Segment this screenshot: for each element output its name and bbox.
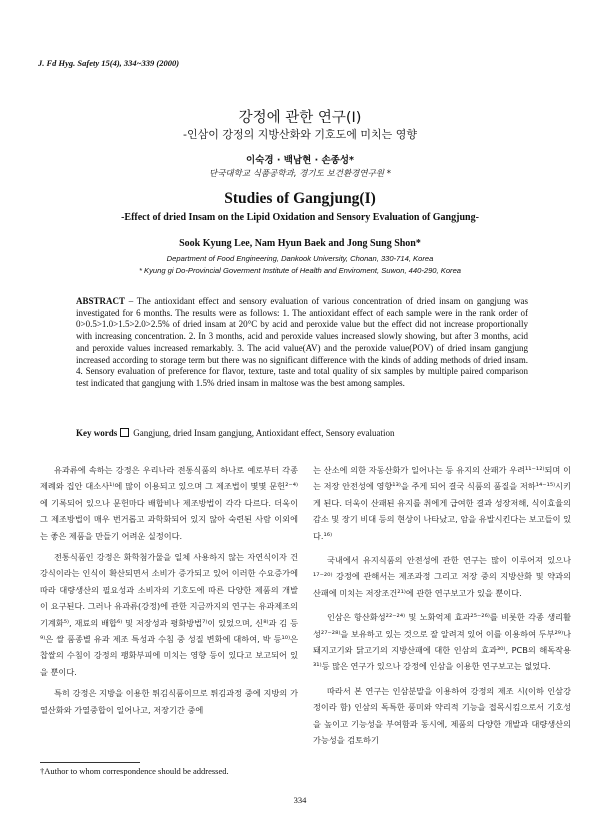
abstract-label: ABSTRACT [76,296,126,306]
checkbox-square-icon [120,428,129,437]
body-right-column [313,462,571,749]
abstract-text: – The antioxidant effect and sensory evaluation of various concentration of dried insam on gangjung was investigated for 6 months. The results were as follows: 1. The antioxidant effect of each sample were in the rank order of 0>0.5>1.0>1.5>2.0>2.5% of dried insam at 20°C by acid and peroxide value but the effect did not increase proportionally with increasing concentration. 2. In 3 months, acid and peroxide values increased slowly showing, but after 3 months, acid and peroxide values increased remarkably. 3. The acid value(AV) and the peroxide value(POV) of dried insam gangjung increased according to storage term but there was no significant difference with the kinds of adding methods of dried insam. 4. Sensory evaluation of preference for flavor, texture, taste and total quality of six samples by multiple paired comparison test indicated that gangjung with 1.5% dried insam in maltose was the best among samples. [76,296,528,388]
korean-title: 강정에 관한 연구(I) [238,110,362,126]
body-paragraph: 인삼은 항산화성²²⁻²⁴⁾ 및 노화억제 효과²⁵⁻²⁶⁾를 비롯한 각종 생리활성²⁷⁻²⁸⁾을 보유하고 있는 것으로 잘 알려져 있어 이를 이용하여 두부²⁹⁾나 돼지고기와 닭고기의 지방산패에 대한 인삼의 효과³⁰⁾, PCB의 해독작용³¹⁾등 많은 연구가 있으나 강정에 인삼을 이용한 연구보고는 없었다. [313,612,571,672]
body-paragraph: 따라서 본 연구는 인삼분말을 이용하여 강정의 제조 시(이하 인삼강정이라 함) 인삼의 독특한 풍미와 약리적 기능을 접목시킴으로서 기호성을 높이고 기능성을 부여함과 동시에, 제품의 다양한 개발과 대량생산의 가능성을 검토하기 [313,685,571,746]
korean-affiliation: 단국대학교 식품공학과, 경기도 보건환경연구원 * [209,169,391,179]
korean-subtitle: -인삼이 강정의 지방산화와 기호도에 미치는 영향 [183,128,417,141]
body-paragraph: 는 산소에 의한 자동산화가 일어나는 등 유지의 산패가 우려¹¹⁻¹²⁾되며 이는 저장 안전성에 영향¹³⁾을 주게 되어 결국 식품의 품질을 저하¹⁴⁻¹⁵⁾시키게 된다. 더욱이 산패된 유지를 취에게 급여한 결과 성장저해, 식이효율의 감소 및 장기 비대 등의 현상이 나타났고, 암을 유발시킨다는 보고들이 있다.¹⁶⁾ [313,465,571,541]
english-authors: Sook Kyung Lee, Nam Hyun Baek and Jong Sung Shon* [179,238,421,249]
body-paragraph: 전통식품인 강정은 화학첨가물을 일체 사용하지 않는 자연식이자 건강식이라는 인식이 확산되면서 소비가 증가되고 있어 이러한 수요증가에 따라 대량생산의 필요성과 소비자의 기호도에 따른 다양한 제품의 개발이 요구된다. 그러나 유과류(강정)에 관한 지금까지의 연구는 유과제조의 기계화⁵⁾, 재료의 배합⁶⁾ 및 저장성과 평화방법⁷⁾이 있었으며, 신⁸⁾과 김 등⁹⁾은 쌀 품종별 유과 제조 특성과 수침 중 성질 변화에 대하여, 박 등¹⁰⁾은 찹쌀의 수침이 강정의 팽화부피에 미치는 영향 등이 있다고 보고되어 있을 뿐이다. [40,552,298,677]
abstract [76,296,528,390]
english-affiliation-2: * Kyung gi Do-Provincial Goverment Institute of Health and Enviroment, Suwon, 440-290, Korea [138,266,462,275]
journal-citation: J. Fd Hyg. Safety 15(4), 334~339 (2000) [38,58,180,68]
keywords-label: Key words [76,428,118,438]
page-number: 334 [293,795,307,805]
body-paragraph: 유과류에 속하는 강정은 우리나라 전통식품의 하나로 예로부터 각종 제례와 집안 대소사¹⁾에 많이 이용되고 있으며 그 제조법이 몇몇 문헌²⁻⁴⁾에 기록되어 있으나 문헌마다 배합비나 제조방법이 각각 다르다. 더욱이 그 제조방법이 매우 번거롭고 과학화되어 있지 않아 숙련된 사람 이외에는 좋은 제품을 만들기 어려운 실정이다. [40,465,298,541]
body-paragraph: 특히 강정은 지방을 이용한 튀김식품이므로 튀김과정 중에 지방의 가열산화와 가열중합이 일어나고, 저장기간 중에 [40,688,298,715]
english-subtitle: -Effect of dried Insam on the Lipid Oxidation and Sensory Evaluation of Gangjung- [121,212,479,223]
keywords [76,428,528,438]
english-affiliation-1: Department of Food Engineering, Dankook University, Chonan, 330-714, Korea [166,254,434,263]
keywords-text: Gangjung, dried Insam gangjung, Antioxidant effect, Sensory evaluation [133,428,395,438]
korean-authors: 이숙경 · 백남현 · 손종성* [245,155,354,166]
english-title: Studies of Gangjung(I) [224,190,376,207]
footnote: †Author to whom correspondence should be addressed. [40,766,229,776]
body-paragraph: 국내에서 유지식품의 안전성에 관한 연구는 많이 이루어져 있으나¹⁷⁻²⁰⁾ 강정에 관해서는 제조과정 그리고 저장 중의 지방산화 및 약과의 산패에 미치는 저장조건²¹⁾에 관한 연구보고가 있을 뿐이다. [313,555,571,598]
footnote-divider [40,762,140,763]
body-left-column [40,462,298,718]
